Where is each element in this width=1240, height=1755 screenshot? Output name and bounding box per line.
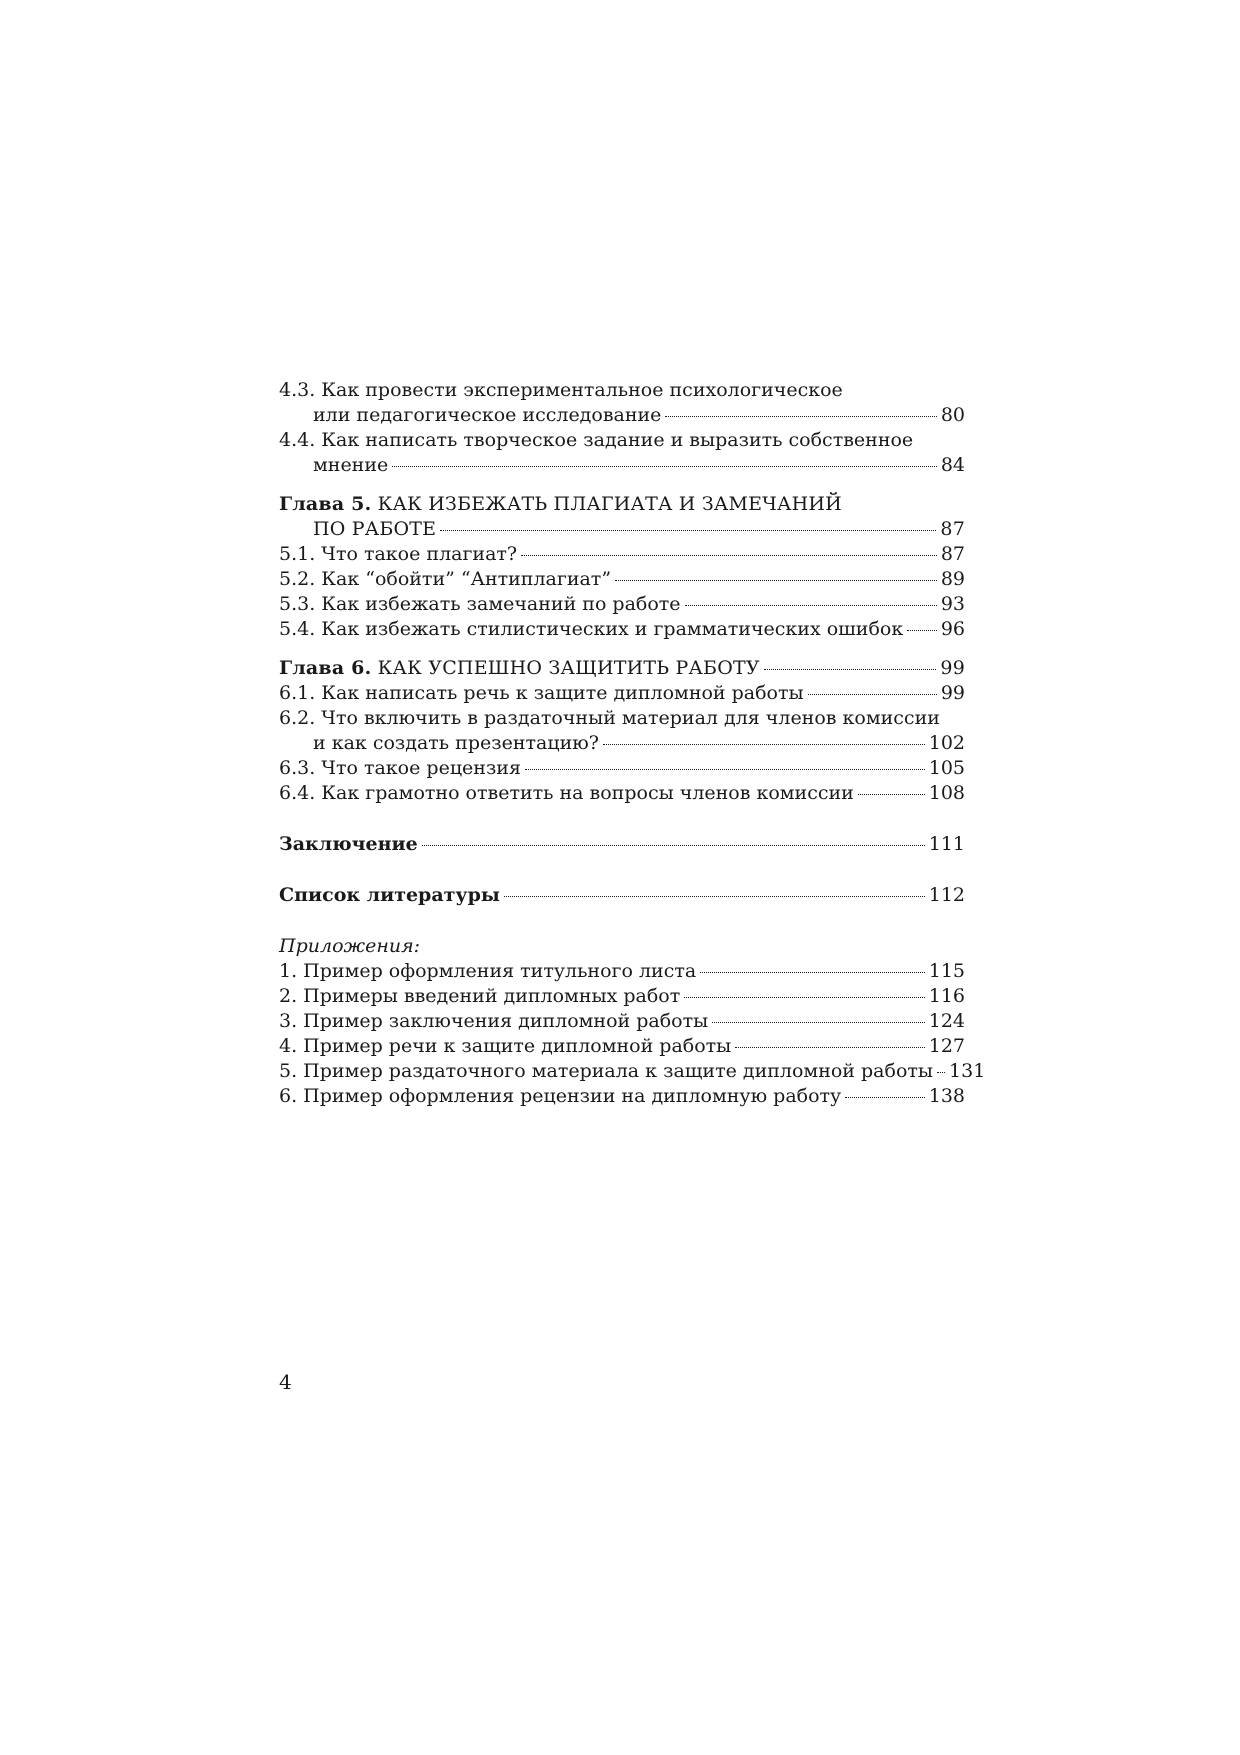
toc-entry-title: Заключение [279,833,418,855]
toc-page-number: 84 [940,454,965,476]
toc-entry-5-3 [279,592,965,617]
toc-page-number: 138 [928,1085,965,1107]
dot-leader [937,1072,945,1073]
toc-entry-title: 4.3. Как провести экспериментальное психологическое [279,379,843,401]
toc-page-number: 108 [928,782,965,804]
chapter-title: КАК УСПЕШНО ЗАЩИТИТЬ РАБОТУ [371,657,760,679]
toc-entry-6-3 [279,756,965,781]
toc-page-number: 89 [940,568,965,590]
toc-page-number: 102 [928,732,965,754]
toc-entry-title: Список литературы [279,884,500,906]
toc-page-number: 111 [928,833,965,855]
toc-entry-title: 2. Примеры введений дипломных работ [279,985,681,1007]
dot-leader [684,997,924,998]
dot-leader [858,794,925,795]
dot-leader [422,845,925,846]
toc-entry-title: 6.1. Как написать речь к защите дипломной работы [279,682,804,704]
toc-page-number: 93 [940,593,965,615]
toc-entry-title: 5.3. Как избежать замечаний по работе [279,593,681,615]
appendices-heading: Приложения: [279,935,421,957]
toc-entry-4-4 [279,428,965,478]
dot-leader [845,1097,924,1098]
dot-leader [712,1022,924,1023]
appendix-item-1 [279,959,965,984]
toc-entry-6-4 [279,781,965,806]
toc-page-number: 99 [940,682,965,704]
toc-page-number: 124 [928,1010,965,1032]
toc-chapter-5 [279,492,965,542]
dot-leader [603,744,925,745]
dot-leader [615,580,937,581]
toc-page-number: 115 [928,960,965,982]
appendix-item-2 [279,984,965,1009]
appendix-item-6 [279,1084,965,1109]
toc-entry-title-cont: мнение [313,454,389,476]
appendix-item-4 [279,1034,965,1059]
toc-entry-title: 6.2. Что включить в раздаточный материал для членов комиссии [279,707,940,729]
dot-leader [808,694,937,695]
dot-leader [525,769,925,770]
dot-leader [665,416,936,417]
toc-entry-title-cont: или педагогическое исследование [313,404,662,426]
toc-entry-title: 6. Пример оформления рецензии на дипломную работу [279,1085,842,1107]
chapter-title: КАК ИЗБЕЖАТЬ ПЛАГИАТА И ЗАМЕЧАНИЙ [371,493,842,515]
appendix-item-3 [279,1009,965,1034]
toc-entry-6-1 [279,681,965,706]
toc-page-number: 127 [928,1035,965,1057]
toc-page-number: 87 [940,543,965,565]
dot-leader [521,555,937,556]
toc-entry-title: 4. Пример речи к защите дипломной работы [279,1035,732,1057]
toc-page-number: 80 [940,404,965,426]
toc-entry-title: 5.2. Как “обойти” “Антиплагиат” [279,568,612,590]
dot-leader [504,896,925,897]
toc-entry-5-2 [279,567,965,592]
page-number: 4 [279,1370,292,1394]
toc-page-number: 87 [940,518,965,540]
toc-entry-title: 3. Пример заключения дипломной работы [279,1010,709,1032]
toc-page-number: 105 [928,757,965,779]
toc-entry-title: 4.4. Как написать творческое задание и выразить собственное [279,429,914,451]
dot-leader [440,530,936,531]
chapter-label: Глава 6. [279,657,372,679]
toc-entry-title-cont: и как создать презентацию? [313,732,599,754]
toc-entry-title: 1. Пример оформления титульного листа [279,960,697,982]
dot-leader [907,630,937,631]
toc-chapter-6 [279,656,965,681]
dot-leader [392,466,937,467]
toc-page-number: 99 [940,657,965,679]
dot-leader [764,669,937,670]
dot-leader [700,972,925,973]
appendix-item-5 [279,1059,986,1084]
toc-entry-5-4 [279,617,965,642]
toc-page-number: 131 [949,1060,986,1082]
toc-entry-6-2 [279,706,965,756]
toc-entry-title: 6.3. Что такое рецензия [279,757,521,779]
table-of-contents [279,378,986,1109]
toc-references [279,883,965,908]
toc-entry-4-3 [279,378,965,428]
toc-page-number: 116 [928,985,965,1007]
toc-entry-5-1 [279,542,965,567]
toc-conclusion [279,832,965,857]
toc-entry-title: 5.4. Как избежать стилистических и грамматических ошибок [279,618,904,640]
toc-entry-title: 5.1. Что такое плагиат? [279,543,518,565]
toc-entry-title: 5. Пример раздаточного материала к защите дипломной работы [279,1060,934,1082]
toc-page-number: 112 [928,884,965,906]
chapter-title-cont: ПО РАБОТЕ [313,518,437,540]
chapter-label: Глава 5. [279,493,372,515]
toc-page-number: 96 [940,618,965,640]
dot-leader [685,605,937,606]
toc-entry-title: 6.4. Как грамотно ответить на вопросы членов комиссии [279,782,854,804]
dot-leader [735,1047,924,1048]
